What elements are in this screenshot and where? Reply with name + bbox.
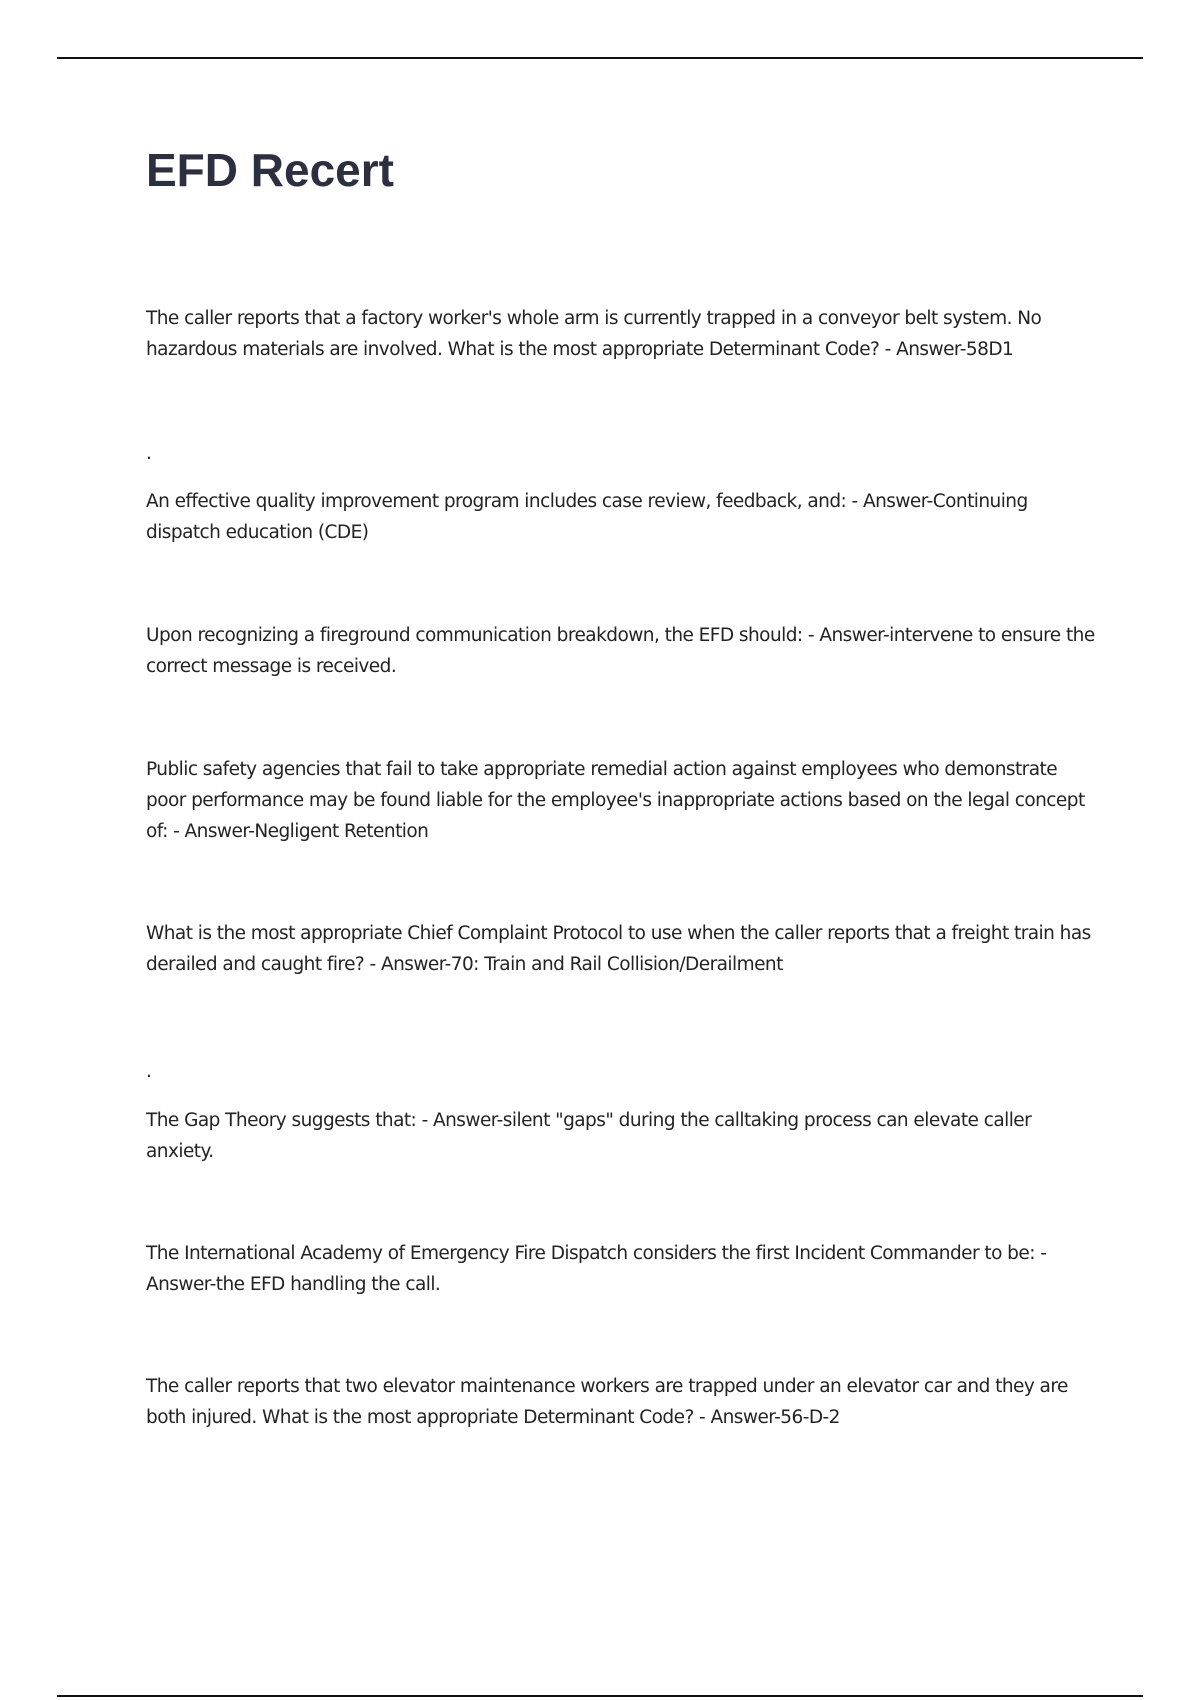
separator-dot-1: . (146, 443, 152, 464)
bottom-rule (57, 1695, 1143, 1697)
qa-item-7: The International Academy of Emergency Fire Dispatch considers the first Incident Commander to be: - Answer-the EFD handling the call. (146, 1243, 1047, 1295)
qa-item-4: Public safety agencies that fail to take appropriate remedial action against employees who demonstrate poor performance may be found liable for the employee's inappropriate actions based on the legal concept of: - Answer-Negligent Retention (146, 759, 1085, 842)
qa-item-3: Upon recognizing a fireground communication breakdown, the EFD should: - Answer-intervene to ensure the correct message is received. (146, 625, 1095, 677)
top-rule (57, 57, 1143, 59)
qa-item-6: The Gap Theory suggests that: - Answer-silent "gaps" during the calltaking process can elevate caller anxiety. (146, 1110, 1032, 1162)
qa-item-5: What is the most appropriate Chief Complaint Protocol to use when the caller reports that a freight train has derailed and caught fire? - Answer-70: Train and Rail Collision/Derailment (146, 923, 1091, 975)
document-title: EFD Recert (146, 144, 394, 196)
qa-item-8: The caller reports that two elevator maintenance workers are trapped under an elevator car and they are both injured. What is the most appropriate Determinant Code? - Answer-56-D-2 (146, 1376, 1068, 1428)
separator-dot-2: . (146, 1061, 152, 1082)
qa-item-1: The caller reports that a factory worker's whole arm is currently trapped in a conveyor belt system. No hazardous materials are involved. What is the most appropriate Determinant Code? - Answer-58D1 (146, 308, 1042, 360)
qa-item-2: An effective quality improvement program includes case review, feedback, and: - Answer-Continuing dispatch education (CDE) (146, 491, 1028, 543)
